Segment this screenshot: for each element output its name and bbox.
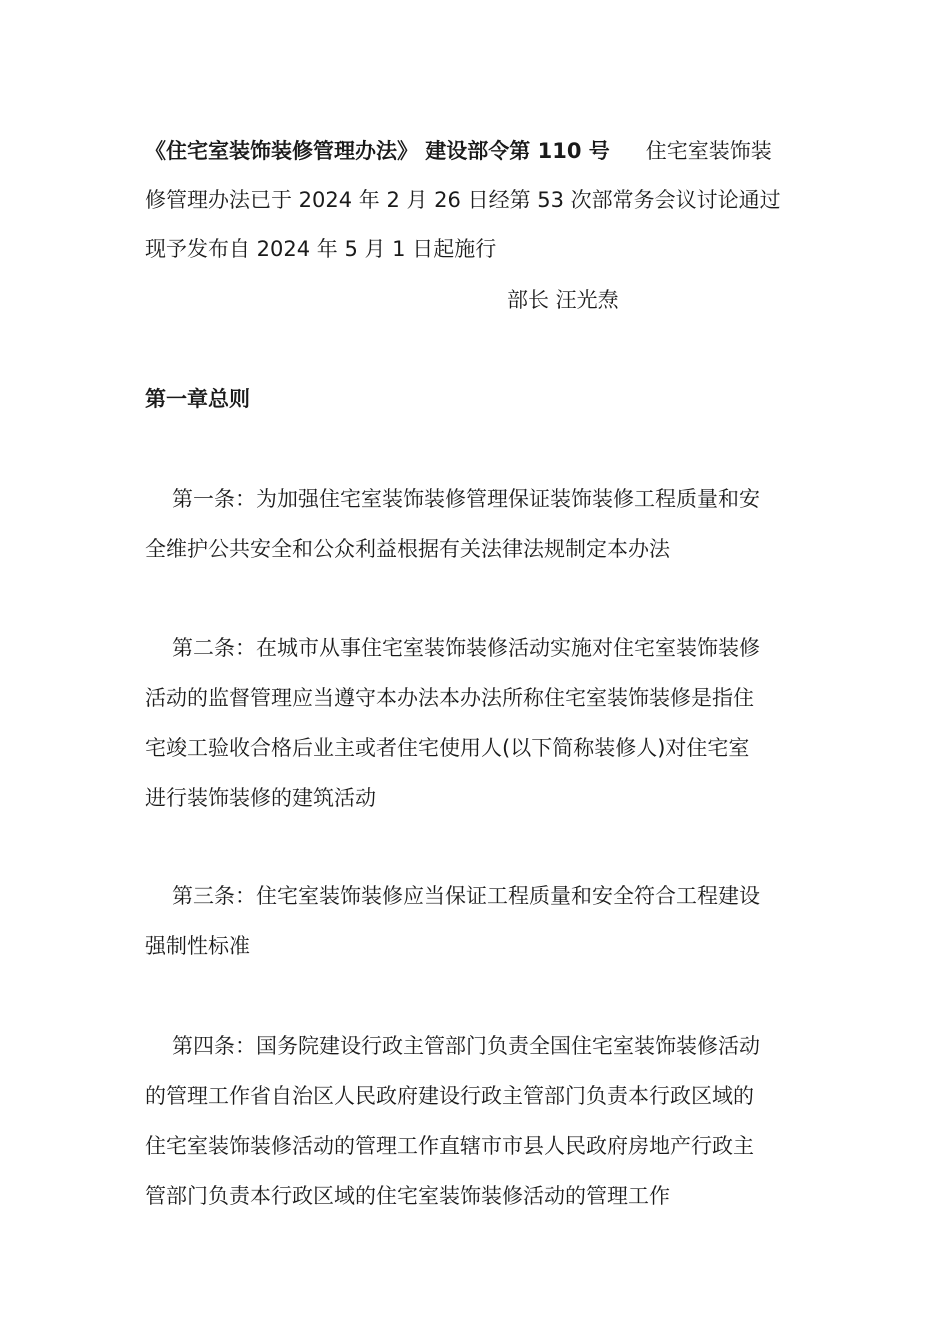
decree-title: 《住宅室装饰装修管理办法》 建设部令第 110 号 bbox=[145, 139, 610, 163]
article-2-line-1: 第二条：在城市从事住宅室装饰装修活动实施对住宅室装饰装修 bbox=[172, 636, 760, 660]
header-line-3: 现予发布自 2024 年 5 月 1 日起施行 bbox=[145, 237, 497, 261]
article-2-line-3: 宅竣工验收合格后业主或者住宅使用人(以下简称装修人)对住宅室 bbox=[145, 736, 750, 760]
article-4-line-1: 第四条：国务院建设行政主管部门负责全国住宅室装饰装修活动 bbox=[172, 1034, 760, 1058]
article-1-line-1: 第一条：为加强住宅室装饰装修管理保证装饰装修工程质量和安 bbox=[172, 487, 760, 511]
article-2-line-4: 进行装饰装修的建筑活动 bbox=[145, 786, 376, 810]
header-line-2: 修管理办法已于 2024 年 2 月 26 日经第 53 次部常务会议讨论通过 bbox=[145, 188, 781, 212]
article-1-line-2: 全维护公共安全和公众利益根据有关法律法规制定本办法 bbox=[145, 537, 670, 561]
header-line-1 bbox=[145, 136, 772, 166]
article-3-line-1: 第三条：住宅室装饰装修应当保证工程质量和安全符合工程建设 bbox=[172, 884, 760, 908]
article-2-line-2: 活动的监督管理应当遵守本办法本办法所称住宅室装饰装修是指住 bbox=[145, 686, 754, 710]
chapter-title: 第一章总则 bbox=[145, 387, 250, 411]
article-4-line-2: 的管理工作省自治区人民政府建设行政主管部门负责本行政区域的 bbox=[145, 1084, 754, 1108]
article-4-line-3: 住宅室装饰装修活动的管理工作直辖市市县人民政府房地产行政主 bbox=[145, 1134, 754, 1158]
article-4-line-4: 管部门负责本行政区域的住宅室装饰装修活动的管理工作 bbox=[145, 1184, 670, 1208]
article-3-line-2: 强制性标准 bbox=[145, 934, 250, 958]
signature: 部长 汪光焘 bbox=[507, 288, 619, 312]
intro-text-start: 住宅室装饰装 bbox=[645, 139, 772, 163]
